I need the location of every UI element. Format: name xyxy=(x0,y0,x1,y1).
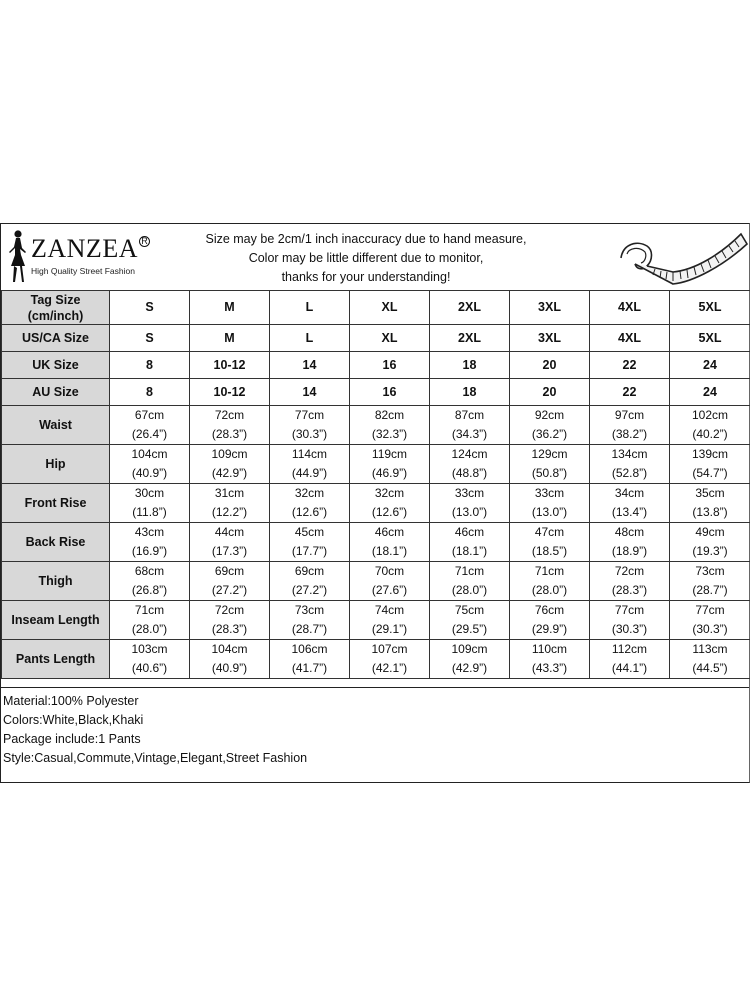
row-label: Waist xyxy=(2,406,110,445)
size-cell: 2XL xyxy=(430,291,510,325)
inch-value: (29.1”) xyxy=(371,622,408,636)
size-cell: 22 xyxy=(590,352,670,379)
inch-value: (28.0”) xyxy=(131,622,168,636)
measurement-row xyxy=(2,562,750,601)
size-cell: 10-12 xyxy=(190,352,270,379)
measurement-cell xyxy=(350,601,430,640)
inch-value: (40.9”) xyxy=(131,466,168,480)
cm-value: 107cm xyxy=(371,642,408,656)
size-cell: M xyxy=(190,325,270,352)
size-cell: 16 xyxy=(350,352,430,379)
inch-value: (12.6”) xyxy=(291,505,328,519)
inch-value: (44.1”) xyxy=(611,661,648,675)
size-cell: 5XL xyxy=(670,291,750,325)
measurement-cell xyxy=(110,445,190,484)
chart-header xyxy=(1,224,749,291)
size-header-row xyxy=(2,379,750,406)
measurement-row xyxy=(2,601,750,640)
size-cell: 3XL xyxy=(510,325,590,352)
size-cell: 14 xyxy=(270,352,350,379)
size-cell: 20 xyxy=(510,379,590,406)
size-cell: 22 xyxy=(590,379,670,406)
inch-value: (44.9”) xyxy=(291,466,328,480)
cm-value: 49cm xyxy=(695,525,725,539)
cm-value: 74cm xyxy=(374,603,405,617)
measurement-cell xyxy=(670,484,750,523)
inch-value: (28.3”) xyxy=(211,427,248,441)
detail-style: Style:Casual,Commute,Vintage,Elegant,Street Fashion xyxy=(3,751,308,765)
inch-value: (43.3”) xyxy=(531,661,568,675)
measurement-cell xyxy=(510,523,590,562)
inch-value: (28.0”) xyxy=(451,583,488,597)
inch-value: (28.7”) xyxy=(291,622,328,636)
inch-value: (28.3”) xyxy=(611,583,648,597)
measurement-cell xyxy=(670,523,750,562)
row-label: UK Size xyxy=(2,352,110,379)
measurement-cell xyxy=(430,601,510,640)
cm-value: 109cm xyxy=(451,642,488,656)
inch-value: (27.6”) xyxy=(371,583,408,597)
measurement-cell xyxy=(670,640,750,679)
inch-value: (28.0”) xyxy=(531,583,568,597)
inch-value: (34.3”) xyxy=(451,427,488,441)
cm-value: 113cm xyxy=(692,642,728,656)
measurement-cell xyxy=(510,640,590,679)
cm-value: 104cm xyxy=(211,642,248,656)
cm-value: 46cm xyxy=(374,525,405,539)
inch-value: (18.1”) xyxy=(451,544,488,558)
inch-value: (42.9”) xyxy=(211,466,248,480)
cm-value: 70cm xyxy=(374,564,405,578)
fashion-figure-icon xyxy=(5,228,29,284)
inch-value: (42.9”) xyxy=(451,661,488,675)
measurement-cell xyxy=(110,484,190,523)
measurement-cell xyxy=(270,445,350,484)
row-label: Hip xyxy=(2,445,110,484)
inch-value: (12.6”) xyxy=(371,505,408,519)
inch-value: (54.7”) xyxy=(692,466,728,480)
measurement-cell xyxy=(430,445,510,484)
size-cell: S xyxy=(110,291,190,325)
measurement-cell xyxy=(270,601,350,640)
size-cell: 20 xyxy=(510,352,590,379)
measurement-cell xyxy=(670,445,750,484)
cm-value: 30cm xyxy=(134,486,165,500)
inch-value: (13.0”) xyxy=(451,505,488,519)
size-cell: 24 xyxy=(670,379,750,406)
measurement-cell xyxy=(190,562,270,601)
size-cell: 16 xyxy=(350,379,430,406)
inch-value: (28.7”) xyxy=(692,583,728,597)
cm-value: 71cm xyxy=(534,564,565,578)
cm-value: 72cm xyxy=(614,564,645,578)
inch-value: (30.3”) xyxy=(692,622,728,636)
measurement-cell xyxy=(510,406,590,445)
size-cell: 18 xyxy=(430,379,510,406)
inch-value: (19.3”) xyxy=(692,544,728,558)
measurement-cell xyxy=(350,640,430,679)
inch-value: (27.2”) xyxy=(211,583,248,597)
inch-value: (41.7”) xyxy=(291,661,328,675)
cm-value: 72cm xyxy=(214,603,245,617)
cm-value: 73cm xyxy=(695,564,725,578)
size-header-row xyxy=(2,325,750,352)
cm-value: 67cm xyxy=(134,408,165,422)
cm-value: 33cm xyxy=(454,486,485,500)
cm-value: 103cm xyxy=(131,642,168,656)
measurement-cell xyxy=(110,523,190,562)
measurement-cell xyxy=(350,523,430,562)
inch-value: (26.8”) xyxy=(131,583,168,597)
inch-value: (44.5”) xyxy=(692,661,728,675)
row-label: Inseam Length xyxy=(2,601,110,640)
cm-value: 34cm xyxy=(614,486,645,500)
cm-value: 48cm xyxy=(614,525,645,539)
measurement-cell xyxy=(270,562,350,601)
inch-value: (13.0”) xyxy=(531,505,568,519)
inch-value: (29.9”) xyxy=(531,622,568,636)
inch-value: (42.1”) xyxy=(371,661,408,675)
size-header-row xyxy=(2,291,750,325)
cm-value: 69cm xyxy=(294,564,325,578)
product-details xyxy=(1,687,749,783)
measurement-cell xyxy=(670,562,750,601)
inch-value: (52.8”) xyxy=(611,466,648,480)
inch-value: (13.4”) xyxy=(611,505,648,519)
measurement-cell xyxy=(350,562,430,601)
detail-colors: Colors:White,Black,Khaki xyxy=(3,713,144,727)
measurement-cell xyxy=(190,484,270,523)
row-label: Pants Length xyxy=(2,640,110,679)
cm-value: 139cm xyxy=(691,447,729,461)
cm-value: 119cm xyxy=(371,447,408,461)
inch-value: (29.5”) xyxy=(451,622,488,636)
measurement-cell xyxy=(270,484,350,523)
inch-value: (18.9”) xyxy=(611,544,648,558)
measuring-tape-icon xyxy=(613,226,749,288)
cm-value: 109cm xyxy=(211,447,248,461)
cm-value: 134cm xyxy=(611,447,648,461)
measurement-cell xyxy=(350,406,430,445)
size-cell: S xyxy=(110,325,190,352)
measurement-cell xyxy=(350,445,430,484)
cm-value: 129cm xyxy=(531,447,568,461)
size-table-body xyxy=(2,291,750,679)
measurement-row xyxy=(2,640,750,679)
cm-value: 82cm xyxy=(374,408,405,422)
size-cell: 18 xyxy=(430,352,510,379)
measurement-cell xyxy=(270,523,350,562)
inch-value: (30.3”) xyxy=(291,427,328,441)
cm-value: 77cm xyxy=(695,603,725,617)
cm-value: 33cm xyxy=(534,486,565,500)
notice-line: Size may be 2cm/1 inch inaccuracy due to hand measure, xyxy=(205,232,527,246)
cm-value: 46cm xyxy=(454,525,485,539)
measurement-cell xyxy=(590,601,670,640)
measurement-cell xyxy=(190,445,270,484)
size-table xyxy=(1,290,750,679)
size-cell: 10-12 xyxy=(190,379,270,406)
size-cell: 8 xyxy=(110,379,190,406)
size-cell: 4XL xyxy=(590,291,670,325)
inch-value: (11.8”) xyxy=(132,505,167,519)
cm-value: 110cm xyxy=(531,642,568,656)
measurement-cell xyxy=(110,640,190,679)
detail-material: Material:100% Polyester xyxy=(3,694,139,708)
cm-value: 69cm xyxy=(214,564,245,578)
cm-value: 106cm xyxy=(291,642,328,656)
cm-value: 31cm xyxy=(214,486,245,500)
cm-value: 77cm xyxy=(294,408,325,422)
cm-value: 47cm xyxy=(534,525,565,539)
size-cell: 24 xyxy=(670,352,750,379)
inch-value: (13.8”) xyxy=(692,505,728,519)
measurement-cell xyxy=(430,484,510,523)
cm-value: 92cm xyxy=(534,408,565,422)
inch-value: (30.3”) xyxy=(611,622,648,636)
row-label: Tag Size (cm/inch) xyxy=(2,291,110,325)
inch-value: (32.3”) xyxy=(371,427,408,441)
cm-value: 97cm xyxy=(614,408,645,422)
inch-value: (17.3”) xyxy=(211,544,248,558)
size-header-row xyxy=(2,352,750,379)
size-cell: 5XL xyxy=(670,325,750,352)
measurement-row xyxy=(2,406,750,445)
cm-value: 102cm xyxy=(691,408,729,422)
measurement-cell xyxy=(510,484,590,523)
cm-value: 77cm xyxy=(614,603,645,617)
cm-value: 114cm xyxy=(291,447,328,461)
cm-value: 75cm xyxy=(454,603,485,617)
size-cell: 8 xyxy=(110,352,190,379)
cm-value: 72cm xyxy=(214,408,245,422)
inch-value: (38.2”) xyxy=(611,427,648,441)
measurement-cell xyxy=(430,406,510,445)
registered-mark: R xyxy=(139,236,150,247)
size-cell: 2XL xyxy=(430,325,510,352)
measurement-cell xyxy=(510,601,590,640)
measurement-cell xyxy=(510,445,590,484)
cm-value: 87cm xyxy=(454,408,485,422)
size-cell: XL xyxy=(350,291,430,325)
measurement-cell xyxy=(430,523,510,562)
cm-value: 45cm xyxy=(294,525,325,539)
inch-value: (40.9”) xyxy=(211,661,248,675)
inch-value: (46.9”) xyxy=(371,466,408,480)
measurement-cell xyxy=(350,484,430,523)
cm-value: 32cm xyxy=(294,486,325,500)
measurement-cell xyxy=(590,640,670,679)
cm-value: 73cm xyxy=(294,603,325,617)
cm-value: 68cm xyxy=(134,564,165,578)
cm-value: 76cm xyxy=(534,603,565,617)
size-cell: 4XL xyxy=(590,325,670,352)
measurement-cell xyxy=(110,562,190,601)
size-cell: 14 xyxy=(270,379,350,406)
measurement-cell xyxy=(430,562,510,601)
brand-logo xyxy=(3,228,153,286)
inch-value: (36.2”) xyxy=(531,427,568,441)
row-label: Front Rise xyxy=(2,484,110,523)
measurement-row xyxy=(2,523,750,562)
cm-value: 104cm xyxy=(131,447,168,461)
inch-value: (26.4”) xyxy=(131,427,168,441)
inch-value: (17.7”) xyxy=(291,544,328,558)
cm-value: 35cm xyxy=(695,486,725,500)
measurement-cell xyxy=(190,601,270,640)
row-label: US/CA Size xyxy=(2,325,110,352)
cm-value: 32cm xyxy=(374,486,405,500)
notice-line: thanks for your understanding! xyxy=(281,270,451,284)
measurement-cell xyxy=(670,601,750,640)
measurement-cell xyxy=(190,523,270,562)
size-cell: L xyxy=(270,325,350,352)
size-chart xyxy=(0,223,750,783)
notice-line: Color may be little different due to monitor, xyxy=(248,251,484,265)
inch-value: (50.8”) xyxy=(531,466,568,480)
size-cell: M xyxy=(190,291,270,325)
measurement-cell xyxy=(270,406,350,445)
measurement-cell xyxy=(430,640,510,679)
cm-value: 112cm xyxy=(611,642,648,656)
cm-value: 71cm xyxy=(134,603,165,617)
inch-value: (27.2”) xyxy=(291,583,328,597)
measurement-cell xyxy=(590,406,670,445)
inch-value: (28.3”) xyxy=(211,622,248,636)
cm-value: 71cm xyxy=(454,564,485,578)
inch-value: (40.2”) xyxy=(692,427,728,441)
inch-value: (18.5”) xyxy=(531,544,568,558)
inch-value: (12.2”) xyxy=(211,505,248,519)
size-cell: 3XL xyxy=(510,291,590,325)
size-cell: L xyxy=(270,291,350,325)
measurement-cell xyxy=(590,484,670,523)
inch-value: (16.9”) xyxy=(131,544,168,558)
inch-value: (18.1”) xyxy=(371,544,408,558)
inch-value: (48.8”) xyxy=(451,466,488,480)
measurement-cell xyxy=(190,406,270,445)
measurement-cell xyxy=(270,640,350,679)
row-label: Back Rise xyxy=(2,523,110,562)
measurement-cell xyxy=(590,523,670,562)
inch-value: (40.6”) xyxy=(131,661,168,675)
measurement-cell xyxy=(590,562,670,601)
measurement-cell xyxy=(670,406,750,445)
measurement-notice xyxy=(151,230,581,287)
cm-value: 43cm xyxy=(134,525,165,539)
measurement-cell xyxy=(590,445,670,484)
detail-package: Package include:1 Pants xyxy=(3,732,141,746)
measurement-row xyxy=(2,445,750,484)
measurement-cell xyxy=(110,601,190,640)
measurement-cell xyxy=(190,640,270,679)
measurement-row xyxy=(2,484,750,523)
brand-name: ZANZEA xyxy=(31,234,138,263)
cm-value: 44cm xyxy=(214,525,245,539)
row-label: AU Size xyxy=(2,379,110,406)
size-cell: XL xyxy=(350,325,430,352)
brand-tagline: High Quality Street Fashion xyxy=(31,266,135,276)
measurement-cell xyxy=(110,406,190,445)
measurement-cell xyxy=(510,562,590,601)
cm-value: 124cm xyxy=(451,447,488,461)
row-label: Thigh xyxy=(2,562,110,601)
